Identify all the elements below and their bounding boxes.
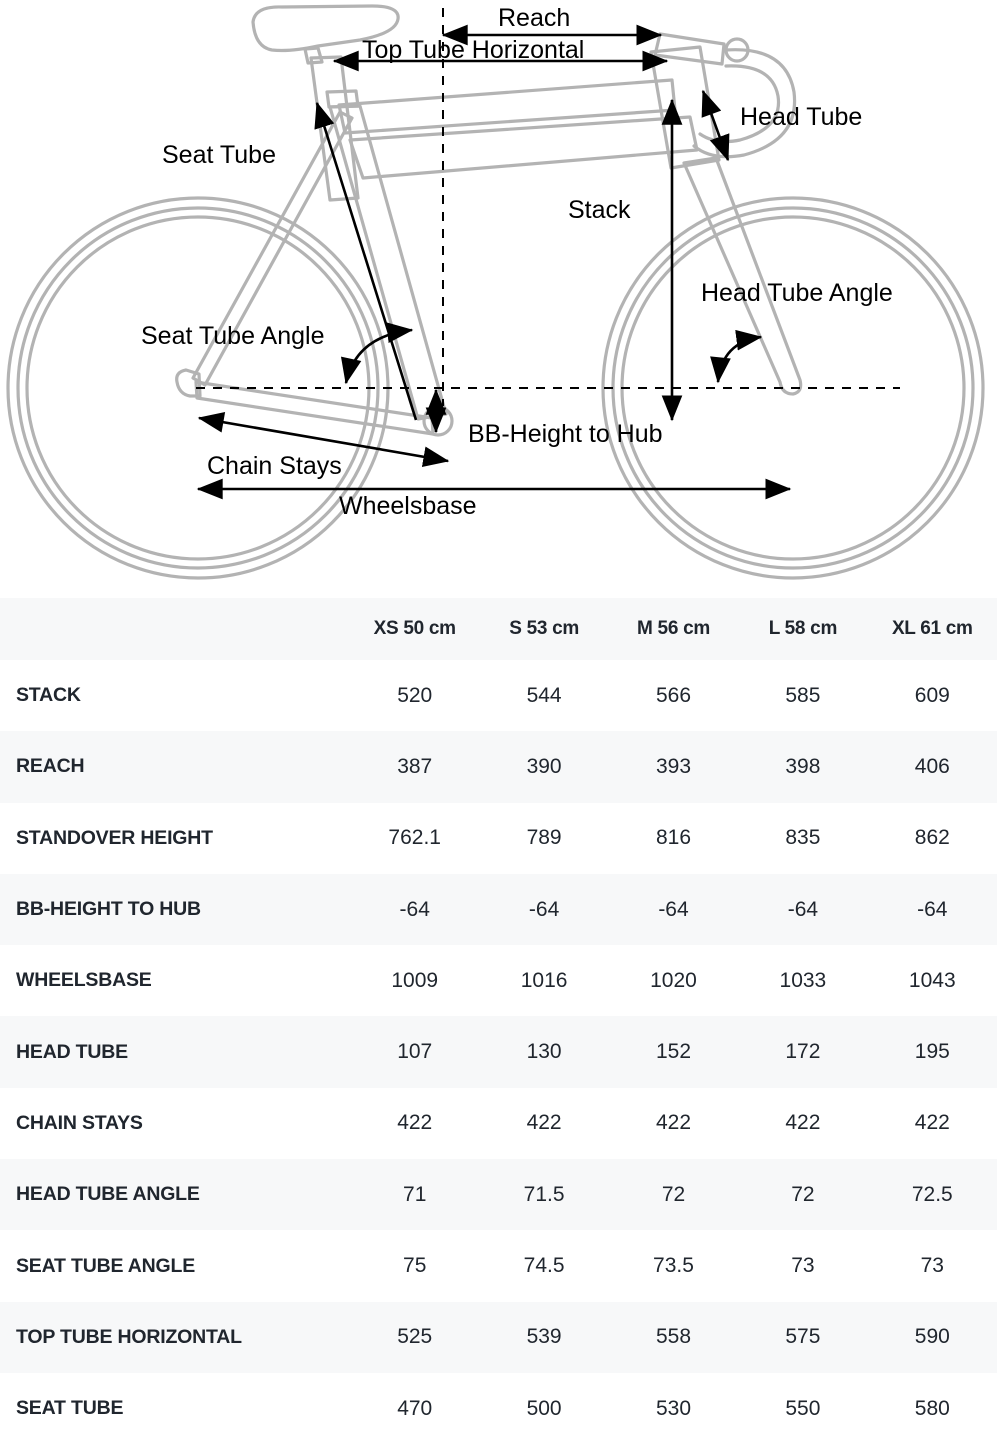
table-row bbox=[0, 1088, 997, 1159]
cell-value: 152 bbox=[609, 1016, 738, 1087]
row-label: SEAT TUBE ANGLE bbox=[0, 1230, 350, 1301]
cell-value: 72 bbox=[738, 1159, 867, 1230]
table-row bbox=[0, 874, 997, 945]
cell-value: 74.5 bbox=[479, 1230, 608, 1301]
label-top-tube-horizontal: Top Tube Horizontal bbox=[362, 36, 585, 64]
cell-value: 130 bbox=[479, 1016, 608, 1087]
cell-value: 398 bbox=[738, 731, 867, 802]
header-size-xl: XL 61 cm bbox=[868, 598, 997, 660]
diagram-label-texts bbox=[141, 4, 893, 520]
cell-value: 422 bbox=[868, 1088, 997, 1159]
head-tube-angle-arc bbox=[718, 337, 761, 382]
cell-value: 390 bbox=[479, 731, 608, 802]
table-row bbox=[0, 660, 997, 731]
table-row bbox=[0, 803, 997, 874]
header-size-l: L 58 cm bbox=[738, 598, 867, 660]
row-label: SEAT TUBE bbox=[0, 1373, 350, 1430]
cell-value: 422 bbox=[738, 1088, 867, 1159]
cell-value: 72 bbox=[609, 1159, 738, 1230]
cell-value: 609 bbox=[868, 660, 997, 731]
table-row bbox=[0, 1016, 997, 1087]
label-wheelsbase: Wheelsbase bbox=[339, 492, 477, 520]
table-header-row bbox=[0, 598, 997, 660]
row-label: HEAD TUBE ANGLE bbox=[0, 1159, 350, 1230]
seat-tube-arrow bbox=[317, 103, 416, 420]
row-label: STACK bbox=[0, 660, 350, 731]
down-tube bbox=[350, 117, 697, 178]
table-row bbox=[0, 1302, 997, 1373]
cell-value: 71.5 bbox=[479, 1159, 608, 1230]
table-row bbox=[0, 945, 997, 1016]
diagram-annotations bbox=[196, 8, 900, 489]
cell-value: 1043 bbox=[868, 945, 997, 1016]
row-label: REACH bbox=[0, 731, 350, 802]
cell-value: 566 bbox=[609, 660, 738, 731]
bottom-bracket bbox=[424, 407, 452, 435]
header-size-s: S 53 cm bbox=[479, 598, 608, 660]
cell-value: 1009 bbox=[350, 945, 479, 1016]
top-tube bbox=[339, 80, 675, 133]
label-seat-tube: Seat Tube bbox=[162, 141, 276, 169]
table-row bbox=[0, 1159, 997, 1230]
cell-value: 422 bbox=[479, 1088, 608, 1159]
cell-value: 590 bbox=[868, 1302, 997, 1373]
label-stack: Stack bbox=[568, 196, 631, 224]
cell-value: 520 bbox=[350, 660, 479, 731]
cell-value: 816 bbox=[609, 803, 738, 874]
cell-value: 580 bbox=[868, 1373, 997, 1430]
cell-value: 393 bbox=[609, 731, 738, 802]
cell-value: 835 bbox=[738, 803, 867, 874]
table-row bbox=[0, 731, 997, 802]
saddle-rail bbox=[305, 48, 322, 63]
cell-value: -64 bbox=[350, 874, 479, 945]
cell-value: 585 bbox=[738, 660, 867, 731]
cell-value: 862 bbox=[868, 803, 997, 874]
row-label: WHEELSBASE bbox=[0, 945, 350, 1016]
table-body bbox=[0, 660, 997, 1430]
label-head-tube-angle: Head Tube Angle bbox=[701, 279, 893, 307]
cell-value: 789 bbox=[479, 803, 608, 874]
label-reach: Reach bbox=[498, 4, 571, 32]
cell-value: 762.1 bbox=[350, 803, 479, 874]
cell-value: 73 bbox=[868, 1230, 997, 1301]
cell-value: 72.5 bbox=[868, 1159, 997, 1230]
cell-value: 406 bbox=[868, 731, 997, 802]
cell-value: 73 bbox=[738, 1230, 867, 1301]
cell-value: 544 bbox=[479, 660, 608, 731]
cell-value: 172 bbox=[738, 1016, 867, 1087]
cell-value: 73.5 bbox=[609, 1230, 738, 1301]
header-size-xs: XS 50 cm bbox=[350, 598, 479, 660]
cell-value: 422 bbox=[350, 1088, 479, 1159]
cell-value: -64 bbox=[868, 874, 997, 945]
row-label: TOP TUBE HORIZONTAL bbox=[0, 1302, 350, 1373]
row-label: HEAD TUBE bbox=[0, 1016, 350, 1087]
cell-value: 1016 bbox=[479, 945, 608, 1016]
cell-value: -64 bbox=[479, 874, 608, 945]
cell-value: 75 bbox=[350, 1230, 479, 1301]
cell-value: 575 bbox=[738, 1302, 867, 1373]
chain-stay bbox=[196, 382, 433, 434]
row-label: BB-HEIGHT TO HUB bbox=[0, 874, 350, 945]
geometry-table bbox=[0, 598, 997, 1430]
cell-value: 107 bbox=[350, 1016, 479, 1087]
header-blank bbox=[0, 598, 350, 660]
cell-value: 500 bbox=[479, 1373, 608, 1430]
cell-value: 470 bbox=[350, 1373, 479, 1430]
row-label: STANDOVER HEIGHT bbox=[0, 803, 350, 874]
cell-value: 558 bbox=[609, 1302, 738, 1373]
cell-value: 387 bbox=[350, 731, 479, 802]
cell-value: 195 bbox=[868, 1016, 997, 1087]
table-row bbox=[0, 1230, 997, 1301]
cell-value: 1033 bbox=[738, 945, 867, 1016]
cell-value: 530 bbox=[609, 1373, 738, 1430]
cell-value: -64 bbox=[609, 874, 738, 945]
cell-value: 422 bbox=[609, 1088, 738, 1159]
row-label: CHAIN STAYS bbox=[0, 1088, 350, 1159]
header-size-m: M 56 cm bbox=[609, 598, 738, 660]
head-tube-arrow bbox=[703, 91, 728, 160]
cell-value: 1020 bbox=[609, 945, 738, 1016]
cell-value: -64 bbox=[738, 874, 867, 945]
cell-value: 550 bbox=[738, 1373, 867, 1430]
bike-geometry-diagram bbox=[0, 0, 997, 598]
cell-value: 71 bbox=[350, 1159, 479, 1230]
cell-value: 525 bbox=[350, 1302, 479, 1373]
fork bbox=[684, 158, 801, 394]
table-header bbox=[0, 598, 997, 660]
label-chain-stays: Chain Stays bbox=[207, 452, 342, 480]
label-head-tube: Head Tube bbox=[740, 103, 863, 131]
table-row bbox=[0, 1373, 997, 1430]
cell-value: 539 bbox=[479, 1302, 608, 1373]
label-bb-height-to-hub: BB-Height to Hub bbox=[468, 420, 663, 448]
label-seat-tube-angle: Seat Tube Angle bbox=[141, 322, 325, 350]
